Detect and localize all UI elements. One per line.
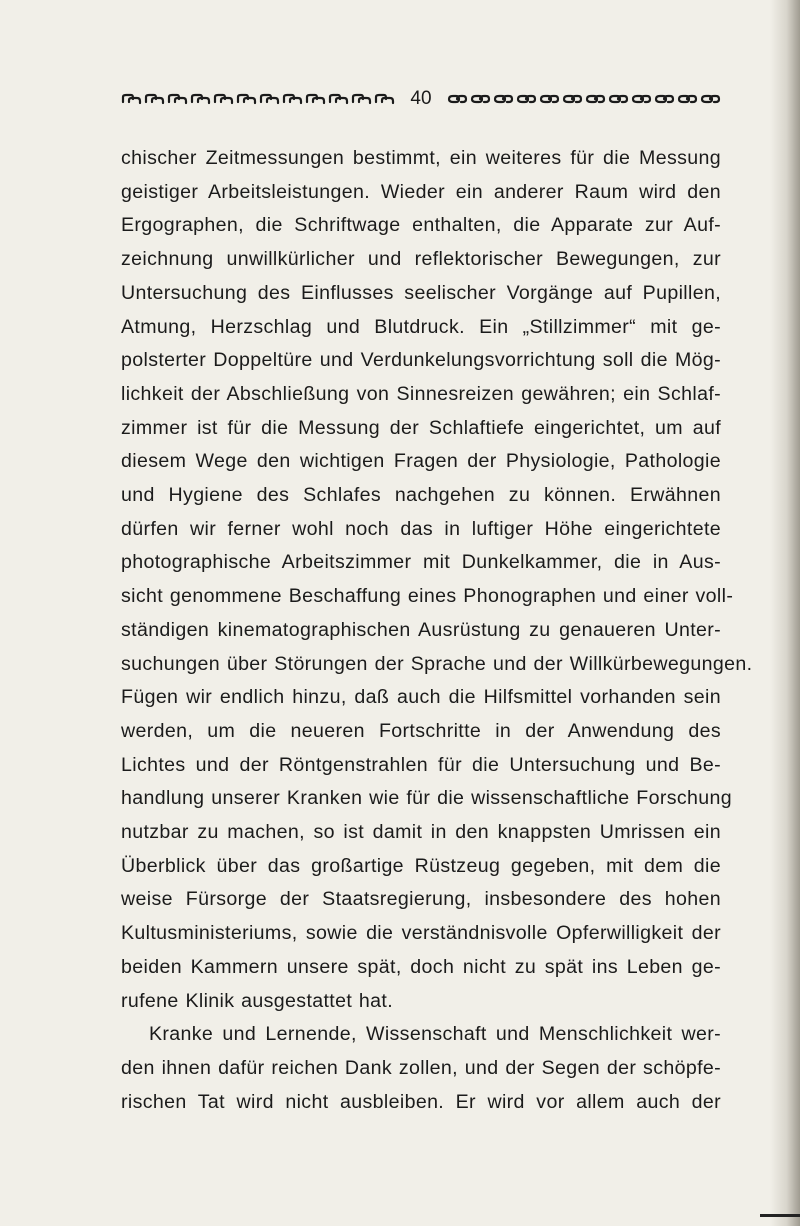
- text-line: polsterter Doppeltüre und Verdunkelungsvorrichtung soll die Mög-: [121, 349, 721, 372]
- text-line: handlung unserer Kranken wie für die wissenschaftliche Forschung: [121, 787, 733, 810]
- text-line: beiden Kammern unsere spät, doch nicht zu spät ins Leben ge-: [121, 955, 721, 978]
- scan-bottom-edge: [760, 1214, 800, 1217]
- body-text: [121, 142, 753, 1119]
- text-line: dürfen wir ferner wohl noch das in luftiger Höhe eingerichtete: [121, 517, 721, 540]
- paragraph: [121, 142, 753, 1018]
- text-line: werden, um die neueren Fortschritte in der Anwendung des: [121, 719, 721, 742]
- text-line: geistiger Arbeitsleistungen. Wieder ein anderer Raum wird den: [121, 180, 721, 203]
- chain-ornament-icon: [121, 93, 395, 105]
- text-line: zeichnung unwillkürlicher und reflektorischer Bewegungen, zur: [121, 248, 721, 271]
- chain-ornament-icon: [447, 93, 721, 105]
- text-line: chischer Zeitmessungen bestimmt, ein weiteres für die Messung: [121, 147, 721, 169]
- text-line: Atmung, Herzschlag und Blutdruck. Ein „Stillzimmer“ mit ge-: [121, 315, 721, 338]
- text-line: Untersuchung des Einflusses seelischer Vorgänge auf Pupillen,: [121, 281, 721, 304]
- page-number: 40: [410, 88, 432, 109]
- text-line: lichkeit der Abschließung von Sinnesreizen gewähren; ein Schlaf-: [121, 382, 721, 405]
- text-line: zimmer ist für die Messung der Schlaftiefe eingerichtet, um auf: [121, 416, 721, 439]
- text-line: Fügen wir endlich hinzu, daß auch die Hilfsmittel vorhanden sein: [121, 686, 721, 709]
- text-line: rufene Klinik ausgestattet hat.: [121, 989, 393, 1012]
- text-line: Kranke und Lernende, Wissenschaft und Menschlichkeit wer-: [149, 1023, 721, 1046]
- text-line: Kultusministeriums, sowie die verständnisvolle Opferwilligkeit der: [121, 922, 721, 945]
- text-line: Lichtes und der Röntgenstrahlen für die Untersuchung und Be-: [121, 753, 721, 776]
- text-line: diesem Wege den wichtigen Fragen der Physiologie, Pathologie: [121, 450, 721, 473]
- text-line: und Hygiene des Schlafes nachgehen zu können. Erwähnen: [121, 484, 721, 507]
- text-line: rischen Tat wird nicht ausbleiben. Er wird vor allem auch der: [121, 1090, 721, 1113]
- page-header: [121, 84, 721, 114]
- text-line: den ihnen dafür reichen Dank zollen, und der Segen der schöpfe-: [121, 1056, 721, 1079]
- text-line: photographische Arbeitszimmer mit Dunkelkammer, die in Aus-: [121, 551, 721, 574]
- text-line: ständigen kinematographischen Ausrüstung zu genaueren Unter-: [121, 618, 721, 641]
- text-line: weise Fürsorge der Staatsregierung, insbesondere des hohen: [121, 888, 721, 911]
- scan-edge-shadow: [770, 0, 800, 1226]
- text-line: suchungen über Störungen der Sprache und der Willkürbewegungen.: [121, 652, 753, 675]
- paragraph: [121, 1018, 721, 1119]
- text-line: sicht genommene Beschaffung eines Phonographen und einer voll-: [121, 585, 734, 608]
- text-line: nutzbar zu machen, so ist damit in den knappsten Umrissen ein: [121, 821, 721, 844]
- text-line: Überblick über das großartige Rüstzeug gegeben, mit dem die: [121, 854, 721, 877]
- text-line: Ergographen, die Schriftwage enthalten, die Apparate zur Auf-: [121, 214, 721, 237]
